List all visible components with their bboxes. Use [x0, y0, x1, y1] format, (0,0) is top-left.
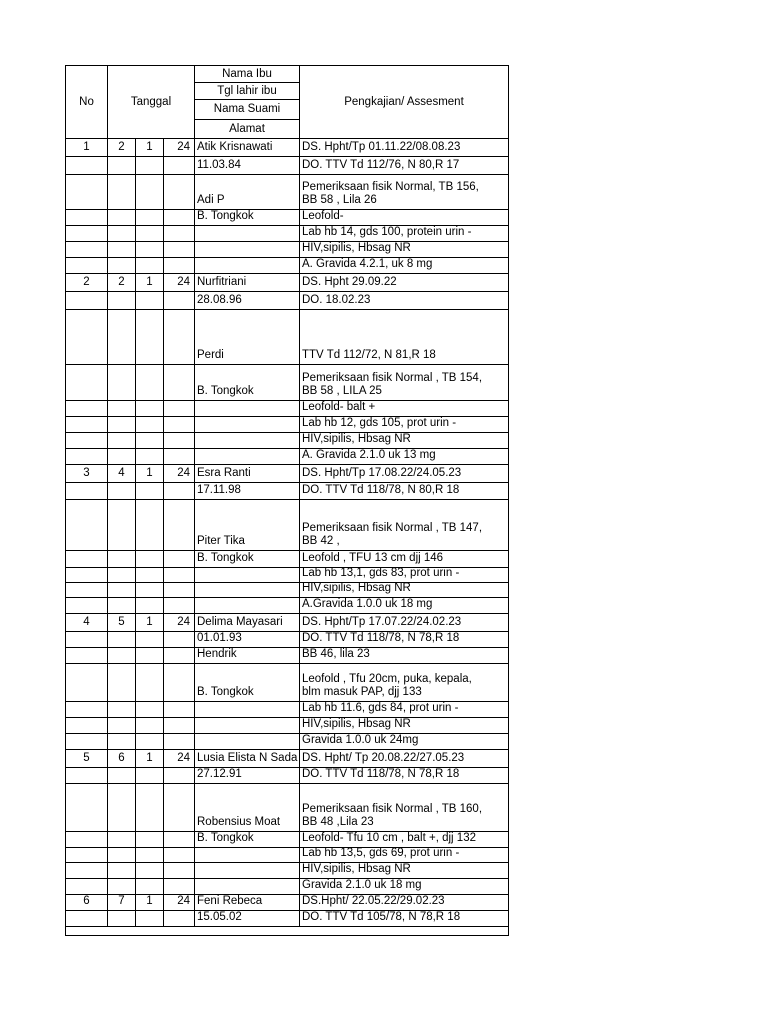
- empty-cell: [66, 848, 108, 863]
- empty-cell: [195, 598, 300, 614]
- empty-cell: [108, 175, 136, 210]
- empty-cell: [108, 879, 136, 895]
- record-month: 1: [136, 139, 164, 157]
- empty-cell: [136, 310, 164, 365]
- empty-cell: [164, 417, 195, 433]
- patient-info: 17.11.98: [195, 483, 300, 500]
- assessment-note: DO. 18.02.23: [300, 292, 508, 310]
- assessment-note: Leofold-: [300, 210, 508, 226]
- assessment-note: DO. TTV Td 118/78, N 78,R 18: [300, 632, 508, 648]
- empty-cell: [164, 718, 195, 734]
- empty-cell: [195, 401, 300, 417]
- empty-cell: [164, 449, 195, 465]
- empty-cell: [66, 598, 108, 614]
- empty-cell: [108, 718, 136, 734]
- empty-cell: [195, 879, 300, 895]
- patient-info: B. Tongkok: [195, 664, 300, 702]
- patient-info: Feni Rebeca: [195, 895, 300, 911]
- empty-cell: [136, 718, 164, 734]
- empty-cell: [164, 598, 195, 614]
- empty-cell: [66, 500, 108, 551]
- assessment-note: Pemeriksaan fisik Normal , TB 147, BB 42 ,: [300, 500, 508, 551]
- empty-cell: [66, 310, 108, 365]
- record-no: 4: [66, 614, 108, 632]
- empty-cell: [108, 310, 136, 365]
- empty-cell: [108, 583, 136, 598]
- patient-info: 28.08.96: [195, 292, 300, 310]
- empty-cell: [66, 583, 108, 598]
- empty-cell: [108, 449, 136, 465]
- empty-cell: [164, 258, 195, 274]
- patient-info: Atik Krisnawati: [195, 139, 300, 157]
- empty-cell: [66, 911, 108, 927]
- empty-cell: [136, 702, 164, 718]
- empty-cell: [164, 832, 195, 848]
- assessment-note: Leofold- Tfu 10 cm , balt +, djj 132: [300, 832, 508, 848]
- empty-cell: [136, 449, 164, 465]
- assessment-note: DS. Hpht/ Tp 20.08.22/27.05.23: [300, 750, 508, 768]
- empty-cell: [195, 433, 300, 449]
- empty-cell: [164, 911, 195, 927]
- empty-cell: [164, 483, 195, 500]
- empty-cell: [164, 664, 195, 702]
- record-month: 1: [136, 274, 164, 292]
- empty-cell: [108, 210, 136, 226]
- empty-cell: [164, 784, 195, 832]
- empty-cell: [66, 433, 108, 449]
- empty-cell: [136, 568, 164, 583]
- record-day: 5: [108, 614, 136, 632]
- empty-cell: [66, 702, 108, 718]
- empty-cell: [136, 734, 164, 750]
- empty-cell: [164, 401, 195, 417]
- assessment-note: DO. TTV Td 112/76, N 80,R 17: [300, 157, 508, 175]
- empty-cell: [136, 226, 164, 242]
- patient-info: Perdi: [195, 310, 300, 365]
- empty-cell: [66, 863, 108, 879]
- empty-cell: [108, 863, 136, 879]
- empty-cell: [164, 292, 195, 310]
- empty-cell: [66, 664, 108, 702]
- empty-cell: [195, 734, 300, 750]
- empty-cell: [136, 911, 164, 927]
- empty-cell: [66, 175, 108, 210]
- empty-cell: [164, 848, 195, 863]
- empty-cell: [108, 848, 136, 863]
- empty-cell: [136, 583, 164, 598]
- patient-info: Robensius Moat: [195, 784, 300, 832]
- empty-cell: [66, 551, 108, 568]
- empty-cell: [108, 433, 136, 449]
- empty-cell: [66, 768, 108, 784]
- empty-cell: [136, 863, 164, 879]
- patient-info: Hendrik: [195, 648, 300, 664]
- empty-cell: [164, 702, 195, 718]
- assessment-note: Lab hb 13,5, gds 69, prot urin -: [300, 848, 508, 863]
- assessment-note: HIV,sipilis, Hbsag NR: [300, 433, 508, 449]
- empty-cell: [195, 258, 300, 274]
- empty-cell: [66, 226, 108, 242]
- patient-info: Esra Ranti: [195, 465, 300, 483]
- empty-cell: [108, 598, 136, 614]
- assessment-note: Lab hb 14, gds 100, protein urin -: [300, 226, 508, 242]
- empty-cell: [108, 551, 136, 568]
- empty-cell: [108, 483, 136, 500]
- assessment-note: HIV,sipilis, Hbsag NR: [300, 863, 508, 879]
- empty-cell: [108, 157, 136, 175]
- empty-cell: [108, 226, 136, 242]
- empty-cell: [164, 734, 195, 750]
- empty-cell: [136, 784, 164, 832]
- empty-cell: [164, 648, 195, 664]
- assessment-note: A.Gravida 1.0.0 uk 18 mg: [300, 598, 508, 614]
- empty-cell: [66, 568, 108, 583]
- patient-info: 11.03.84: [195, 157, 300, 175]
- empty-cell: [164, 568, 195, 583]
- record-year: 24: [164, 139, 195, 157]
- empty-cell: [108, 632, 136, 648]
- record-no: 1: [66, 139, 108, 157]
- empty-cell: [66, 648, 108, 664]
- record-no: 2: [66, 274, 108, 292]
- empty-cell: [136, 365, 164, 401]
- empty-cell: [66, 365, 108, 401]
- empty-cell: [195, 242, 300, 258]
- empty-cell: [164, 242, 195, 258]
- empty-cell: [66, 718, 108, 734]
- empty-cell: [136, 210, 164, 226]
- assessment-note: HIV,sipilis, Hbsag NR: [300, 583, 508, 598]
- record-month: 1: [136, 895, 164, 911]
- header-pengkajian: Pengkajian/ Assesment: [300, 66, 508, 139]
- record-month: 1: [136, 750, 164, 768]
- assessment-note: HIV,sipilis, Hbsag NR: [300, 242, 508, 258]
- record-day: 2: [108, 139, 136, 157]
- record-year: 24: [164, 614, 195, 632]
- empty-cell: [164, 500, 195, 551]
- patient-info: Piter Tika: [195, 500, 300, 551]
- patient-info: 15.05.02: [195, 911, 300, 927]
- assessment-note: Leofold , Tfu 20cm, puka, kepala, blm masuk PAP, djj 133: [300, 664, 508, 702]
- empty-cell: [108, 258, 136, 274]
- assessment-note: Lab hb 13,1, gds 83, prot urin -: [300, 568, 508, 583]
- assessment-note: DO. TTV Td 118/78, N 80,R 18: [300, 483, 508, 500]
- empty-cell: [164, 863, 195, 879]
- record-year: 24: [164, 895, 195, 911]
- empty-cell: [108, 417, 136, 433]
- empty-cell: [164, 310, 195, 365]
- empty-cell: [66, 832, 108, 848]
- assessment-note: Leofold , TFU 13 cm djj 146: [300, 551, 508, 568]
- assessment-note: DS.Hpht/ 22.05.22/29.02.23: [300, 895, 508, 911]
- assessment-note: DS. Hpht/Tp 17.08.22/24.05.23: [300, 465, 508, 483]
- empty-cell: [195, 848, 300, 863]
- assessment-note: Lab hb 12, gds 105, prot urin -: [300, 417, 508, 433]
- empty-cell: [164, 632, 195, 648]
- assessment-note: Lab hb 11.6, gds 84, prot urin -: [300, 702, 508, 718]
- empty-cell: [195, 226, 300, 242]
- empty-cell: [195, 583, 300, 598]
- empty-cell: [66, 734, 108, 750]
- empty-cell: [108, 401, 136, 417]
- empty-cell: [66, 401, 108, 417]
- empty-cell: [136, 401, 164, 417]
- patient-info: 27.12.91: [195, 768, 300, 784]
- empty-cell: [164, 175, 195, 210]
- empty-cell: [108, 784, 136, 832]
- empty-cell: [164, 583, 195, 598]
- record-day: 2: [108, 274, 136, 292]
- empty-cell: [108, 365, 136, 401]
- record-year: 24: [164, 465, 195, 483]
- assessment-table: [65, 65, 509, 936]
- empty-cell: [195, 449, 300, 465]
- empty-cell: [136, 483, 164, 500]
- patient-info: Lusia Elista N Sada: [195, 750, 300, 768]
- assessment-note: Gravida 1.0.0 uk 24mg: [300, 734, 508, 750]
- assessment-note: DO. TTV Td 105/78, N 78,R 18: [300, 911, 508, 927]
- empty-cell: [195, 718, 300, 734]
- patient-info: B. Tongkok: [195, 365, 300, 401]
- empty-cell: [108, 702, 136, 718]
- empty-cell: [108, 911, 136, 927]
- empty-cell: [136, 664, 164, 702]
- record-no: 3: [66, 465, 108, 483]
- empty-cell: [195, 863, 300, 879]
- empty-cell: [66, 157, 108, 175]
- empty-cell: [108, 664, 136, 702]
- empty-cell: [66, 242, 108, 258]
- empty-cell: [108, 568, 136, 583]
- header-nama-suami: Nama Suami: [195, 100, 300, 120]
- empty-cell: [195, 417, 300, 433]
- empty-cell: [66, 784, 108, 832]
- empty-cell: [136, 848, 164, 863]
- empty-cell: [136, 768, 164, 784]
- assessment-note: A. Gravida 4.2.1, uk 8 mg: [300, 258, 508, 274]
- assessment-note: DO. TTV Td 118/78, N 78,R 18: [300, 768, 508, 784]
- assessment-note: Leofold- balt +: [300, 401, 508, 417]
- assessment-note: Gravida 2.1.0 uk 18 mg: [300, 879, 508, 895]
- empty-cell: [136, 500, 164, 551]
- empty-cell: [136, 648, 164, 664]
- empty-cell: [136, 417, 164, 433]
- header-alamat: Alamat: [195, 120, 300, 139]
- header-tanggal: Tanggal: [108, 66, 195, 139]
- record-month: 1: [136, 465, 164, 483]
- empty-cell: [66, 483, 108, 500]
- assessment-note: Pemeriksaan fisik Normal , TB 154, BB 58 , LILA 25: [300, 365, 508, 401]
- patient-info: Adi P: [195, 175, 300, 210]
- empty-cell: [164, 433, 195, 449]
- empty-cell: [164, 879, 195, 895]
- assessment-note: DS. Hpht/Tp 01.11.22/08.08.23: [300, 139, 508, 157]
- empty-cell: [136, 175, 164, 210]
- empty-cell: [66, 210, 108, 226]
- empty-cell: [164, 365, 195, 401]
- empty-cell: [66, 632, 108, 648]
- record-year: 24: [164, 274, 195, 292]
- empty-cell: [195, 568, 300, 583]
- empty-cell: [136, 433, 164, 449]
- record-no: 6: [66, 895, 108, 911]
- empty-cell: [136, 242, 164, 258]
- patient-info: 01.01.93: [195, 632, 300, 648]
- empty-cell: [164, 210, 195, 226]
- empty-cell: [66, 292, 108, 310]
- empty-cell: [136, 292, 164, 310]
- assessment-note: BB 46, lila 23: [300, 648, 508, 664]
- record-day: 4: [108, 465, 136, 483]
- patient-info: Nurfitriani: [195, 274, 300, 292]
- assessment-note: TTV Td 112/72, N 81,R 18: [300, 310, 508, 365]
- header-no: No: [66, 66, 108, 139]
- empty-cell: [108, 648, 136, 664]
- assessment-note: DS. Hpht 29.09.22: [300, 274, 508, 292]
- record-no: 5: [66, 750, 108, 768]
- empty-cell: [108, 242, 136, 258]
- assessment-note: A. Gravida 2.1.0 uk 13 mg: [300, 449, 508, 465]
- empty-cell: [108, 500, 136, 551]
- header-nama-ibu: Nama Ibu: [195, 66, 300, 83]
- record-day: 6: [108, 750, 136, 768]
- empty-cell: [136, 879, 164, 895]
- empty-cell: [108, 768, 136, 784]
- assessment-note: HIV,sipilis, Hbsag NR: [300, 718, 508, 734]
- empty-cell: [195, 702, 300, 718]
- record-day: 7: [108, 895, 136, 911]
- empty-cell: [108, 832, 136, 848]
- assessment-note: Pemeriksaan fisik Normal , TB 160, BB 48 ,Lila 23: [300, 784, 508, 832]
- empty-cell: [164, 157, 195, 175]
- empty-cell: [164, 226, 195, 242]
- header-tgl-lahir: Tgl lahir ibu: [195, 83, 300, 100]
- empty-cell: [136, 258, 164, 274]
- assessment-note: DS. Hpht/Tp 17.07.22/24.02.23: [300, 614, 508, 632]
- empty-cell: [164, 551, 195, 568]
- empty-cell: [66, 879, 108, 895]
- patient-info: B. Tongkok: [195, 551, 300, 568]
- assessment-note: Pemeriksaan fisik Normal, TB 156, BB 58 , Lila 26: [300, 175, 508, 210]
- empty-cell: [164, 768, 195, 784]
- patient-info: B. Tongkok: [195, 210, 300, 226]
- empty-cell: [136, 551, 164, 568]
- empty-cell: [66, 258, 108, 274]
- empty-cell: [66, 449, 108, 465]
- empty-cell: [108, 734, 136, 750]
- patient-info: Delima Mayasari: [195, 614, 300, 632]
- patient-info: B. Tongkok: [195, 832, 300, 848]
- empty-cell: [136, 598, 164, 614]
- empty-cell: [66, 417, 108, 433]
- empty-cell: [136, 157, 164, 175]
- record-year: 24: [164, 750, 195, 768]
- empty-cell: [108, 292, 136, 310]
- empty-cell: [136, 632, 164, 648]
- record-month: 1: [136, 614, 164, 632]
- empty-cell: [136, 832, 164, 848]
